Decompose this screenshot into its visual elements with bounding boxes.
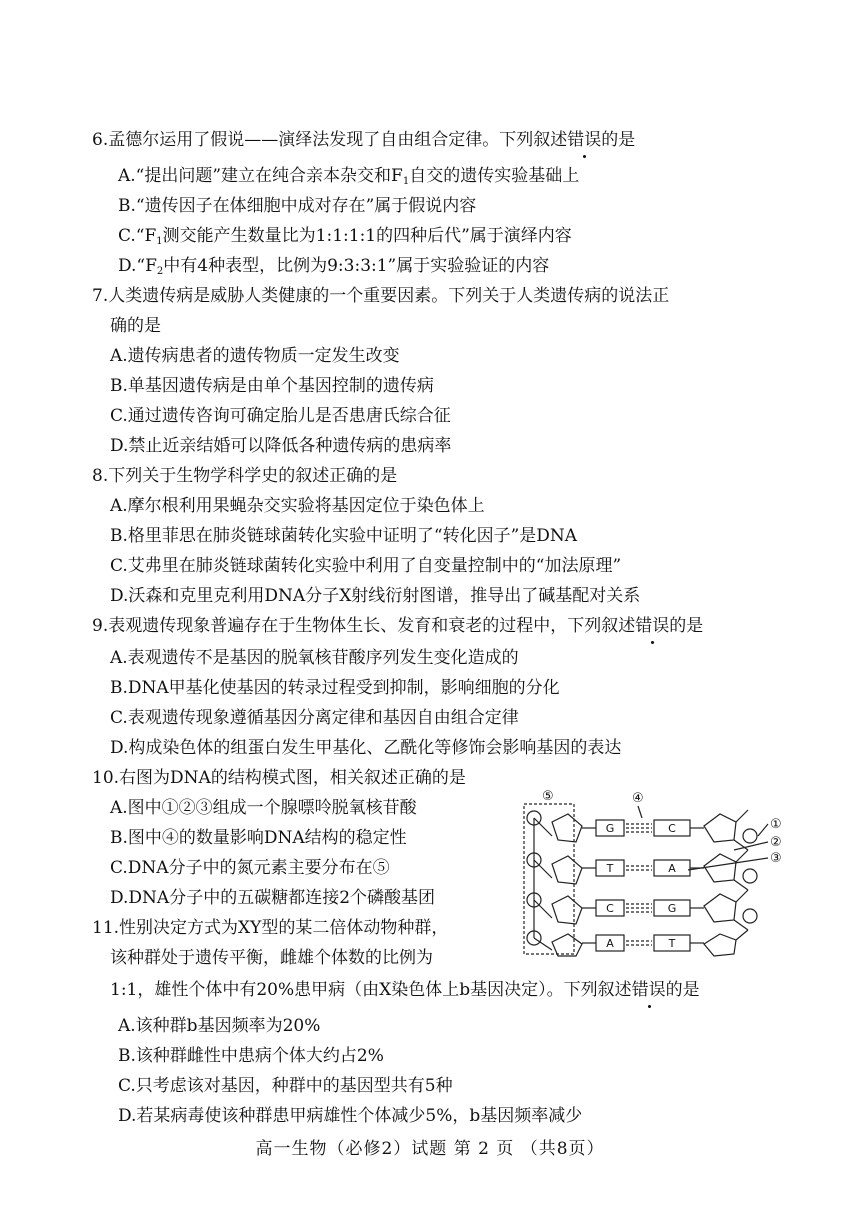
q10-option-c: C.DNA分子中的氮元素主要分布在⑤ — [110, 858, 390, 878]
deoxyribose-icon — [552, 814, 582, 842]
base-label: G — [667, 902, 677, 915]
q10-stem: 10.右图为DNA的结构模式图，相关叙述正确的是 — [92, 768, 466, 788]
deoxyribose-icon — [704, 814, 736, 842]
q6-stem: 6.孟德尔运用了假说——演绎法发现了自由组合定律。下列叙述错误的是 — [92, 130, 636, 150]
q7-option-a: A.遗传病患者的遗传物质一定发生改变 — [110, 346, 400, 366]
q8-option-a: A.摩尔根利用果蝇杂交实验将基因定位于染色体上 — [110, 496, 485, 516]
q6-option-d: $D.“F_2$中有4种表型，比例为9:3:3:1”属于实验验证的内容 — [118, 256, 550, 277]
q8-option-c: C.艾弗里在肺炎链球菌转化实验中利用了自变量控制中的“加法原理” — [110, 556, 622, 576]
q6-option-b: B.“遗传因子在体细胞中成对存在”属于假说内容 — [118, 196, 477, 216]
phosphate-icon — [743, 909, 757, 923]
q7-stem-line2: 确的是 — [110, 316, 161, 336]
emphasis-text: 错误 — [635, 616, 670, 636]
emphasis-text: 错误 — [567, 130, 602, 150]
page-footer: 高一生物（必修2）试题 第 2 页 （共8页） — [255, 1139, 605, 1159]
q10-option-d: D.DNA分子中的五碳糖都连接2个磷酸基团 — [110, 888, 436, 908]
base-label: C — [668, 822, 676, 835]
phosphate-icon — [743, 869, 757, 883]
q7-stem-line1: 7.人类遗传病是威胁人类健康的一个重要因素。下列关于人类遗传病的说法正 — [92, 286, 670, 306]
q11-option-c: C.只考虑该对基因，种群中的基因型共有5种 — [118, 1076, 453, 1096]
q9-option-d: D.构成染色体的组蛋白发生甲基化、乙酰化等修饰会影响基因的表达 — [110, 738, 622, 758]
q7-option-b: B.单基因遗传病是由单个基因控制的遗传病 — [110, 376, 434, 396]
q6-option-c: $C.“F_1$测交能产生数量比为1:1:1:1的四种后代”属于演绎内容 — [118, 226, 572, 247]
base-label: A — [606, 937, 614, 950]
q9-option-b: B.DNA甲基化使基因的转录过程受到抑制，影响细胞的分化 — [110, 678, 560, 698]
deoxyribose-icon — [704, 894, 736, 922]
q11-option-d: D.若某病毒使该种群患甲病雄性个体减少5%，b基因频率减少 — [118, 1106, 583, 1126]
q11-option-b: B.该种群雌性中患病个体大约占2% — [118, 1046, 384, 1066]
q8-option-d: D.沃森和克里克利用DNA分子X射线衍射图谱，推导出了碱基配对关系 — [110, 586, 641, 606]
deoxyribose-icon — [552, 934, 582, 956]
figure-label-1: ① — [770, 817, 782, 832]
deoxyribose-icon — [704, 854, 736, 882]
q8-stem: 8.下列关于生物学科学史的叙述正确的是 — [92, 466, 398, 486]
q11-stem-line1: 11.性别决定方式为XY型的某二倍体动物种群， — [92, 918, 449, 938]
phosphate-icon — [743, 829, 757, 843]
q10-option-a: A.图中①②③组成一个腺嘌呤脱氧核苷酸 — [110, 798, 417, 818]
base-label: G — [605, 822, 615, 835]
deoxyribose-icon — [704, 934, 736, 956]
base-label: C — [606, 902, 614, 915]
q7-option-c: C.通过遗传咨询可确定胎儿是否患唐氏综合征 — [110, 406, 451, 426]
q10-option-b: B.图中④的数量影响DNA结构的稳定性 — [110, 828, 407, 848]
q9-option-a: A.表观遗传不是基因的脱氧核苷酸序列发生变化造成的 — [110, 648, 519, 668]
dna-structure-diagram — [512, 788, 792, 958]
q7-option-d: D.禁止近亲结婚可以降低各种遗传病的患病率 — [110, 436, 452, 456]
q11-stem-line2: 该种群处于遗传平衡，雌雄个体数的比例为 — [110, 948, 433, 968]
base-label: T — [606, 862, 614, 875]
q6-stem-text: 6.孟德尔运用了假说——演绎法发现了自由组合定律。下列叙述 — [92, 130, 568, 150]
q6-option-a: A.“提出问题”建立在纯合亲本杂交和$F_1$自交的遗传实验基础上 — [118, 166, 580, 187]
q9-stem: 9.表观遗传现象普遍存在于生物体生长、发育和衰老的过程中，下列叙述错误的是 — [92, 616, 704, 636]
figure-label-5: ⑤ — [542, 789, 554, 804]
q8-option-b: B.格里菲思在肺炎链球菌转化实验中证明了“转化因子”是DNA — [110, 526, 578, 546]
deoxyribose-icon — [552, 856, 582, 884]
base-label: T — [668, 937, 676, 950]
q9-option-c: C.表观遗传现象遵循基因分离定律和基因自由组合定律 — [110, 708, 519, 728]
figure-label-4: ④ — [632, 791, 644, 806]
base-label: A — [668, 862, 676, 875]
emphasis-text: 错误 — [631, 980, 666, 1000]
deoxyribose-icon — [552, 896, 582, 924]
q11-stem-line3: 1:1，雄性个体中有20%患甲病（由X染色体上b基因决定）。下列叙述错误的是 — [110, 980, 700, 1000]
left-backbone — [534, 818, 552, 950]
q11-option-a: A.该种群b基因频率为20% — [118, 1016, 321, 1036]
figure-label-2: ② — [770, 835, 782, 850]
figure-label-3: ③ — [770, 851, 782, 866]
